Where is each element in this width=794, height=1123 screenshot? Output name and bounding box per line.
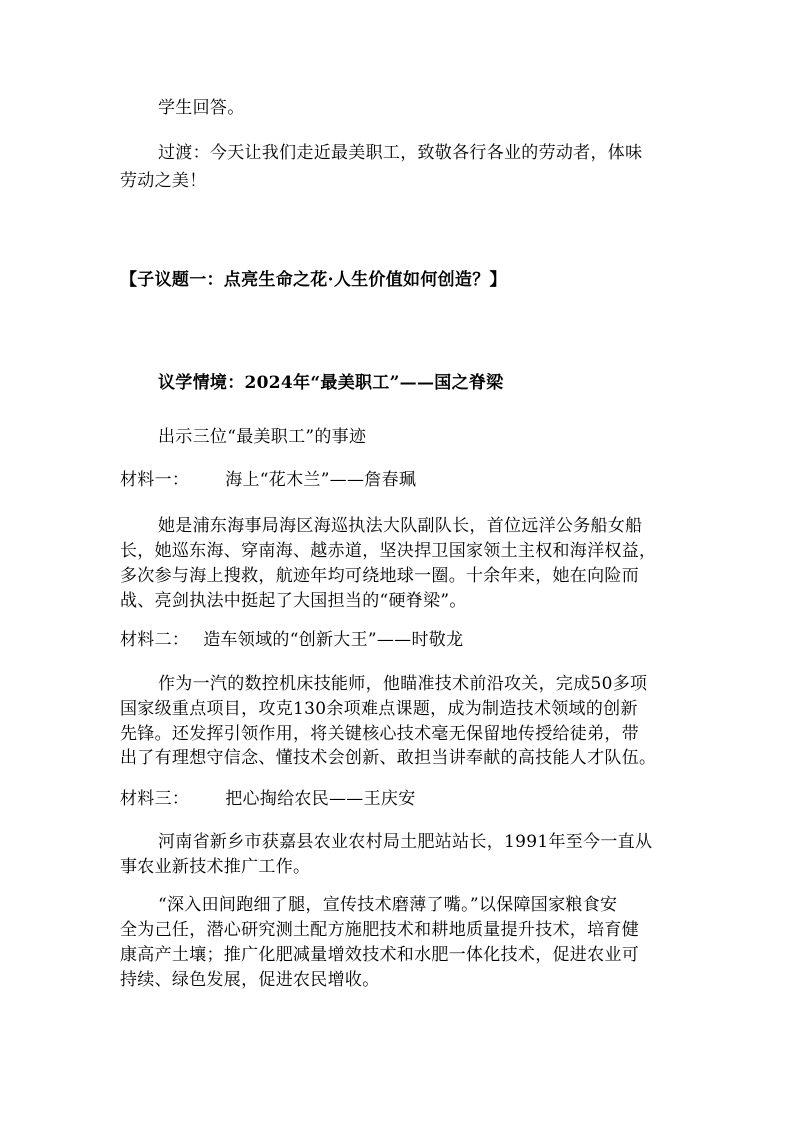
subtopic-heading: 【子议题一：点亮生命之花·人生价值如何创造？】: [120, 270, 507, 290]
material-2-label: 材料二：: [120, 630, 190, 650]
material-1-label: 材料一：: [120, 470, 190, 490]
scenario-heading: 议学情境：2024年“最美职工”——国之脊梁: [158, 373, 504, 393]
material-2-heading: [120, 628, 463, 652]
material-1-paragraph-line: 长，她巡东海、穿南海、越赤道，坚决捍卫国家领土主权和海洋权益，: [120, 541, 657, 561]
material-3-quote-line: 康高产土壤；推广化肥减量增效技术和水肥一体化技术，促进农业可: [120, 945, 639, 965]
material-3-paragraph-line: 河南省新乡市获嘉县农业农村局土肥站站长，1991年至今一直从: [158, 832, 653, 852]
transition-line-1: 过渡：今天让我们走近最美职工，致敬各行各业的劳动者，体味: [158, 143, 643, 163]
material-3-quote-line: 全为己任，潜心研究测土配方施肥技术和耕地质量提升技术，培育健: [120, 920, 639, 940]
material-2-paragraph-line: 先锋。还发挥引领作用，将关键核心技术毫无保留地传授给徒弟，带: [120, 724, 639, 744]
material-3-label: 材料三：: [120, 789, 190, 809]
material-2-paragraph-line: 国家级重点项目，攻克130余项难点课题，成为制造技术领域的创新: [120, 699, 638, 719]
material-3-quote-line: 持续、绿色发展，促进农民增收。: [120, 970, 380, 990]
material-1-paragraph-line: 多次参与海上搜救，航迹年均可绕地球一圈。十余年来，她在向险而: [120, 566, 639, 586]
intro-answer: 学生回答。: [158, 98, 245, 118]
material-1-heading: [120, 468, 416, 492]
material-3-paragraph-line: 事农业新技术推广工作。: [120, 857, 311, 877]
transition-line-2: 劳动之美！: [120, 171, 207, 191]
material-2-title: 造车领域的“创新大王”——时敬龙: [203, 630, 464, 650]
material-2-paragraph-line: 作为一汽的数控机床技能师，他瞄准技术前沿攻关，完成50多项: [158, 674, 648, 694]
material-1-paragraph-line: 战、亮剑执法中挺起了大国担当的“硬脊梁”。: [120, 591, 467, 611]
show-three-workers: 出示三位“最美职工”的事迹: [158, 427, 367, 447]
material-1-paragraph-line: 她是浦东海事局海区海巡执法大队副队长，首位远洋公务船女船: [158, 516, 643, 536]
material-3-heading: [120, 787, 416, 811]
material-1-title: 海上“花木兰”——詹春珮: [225, 470, 417, 490]
material-2-paragraph-line: 出了有理想守信念、懂技术会创新、敢担当讲奉献的高技能人才队伍。: [120, 748, 657, 768]
material-3-title: 把心掏给农民——王庆安: [225, 789, 416, 809]
material-3-quote-line: “深入田间跑细了腿，宣传技术磨薄了嘴。”以保障国家粮食安: [158, 895, 618, 915]
